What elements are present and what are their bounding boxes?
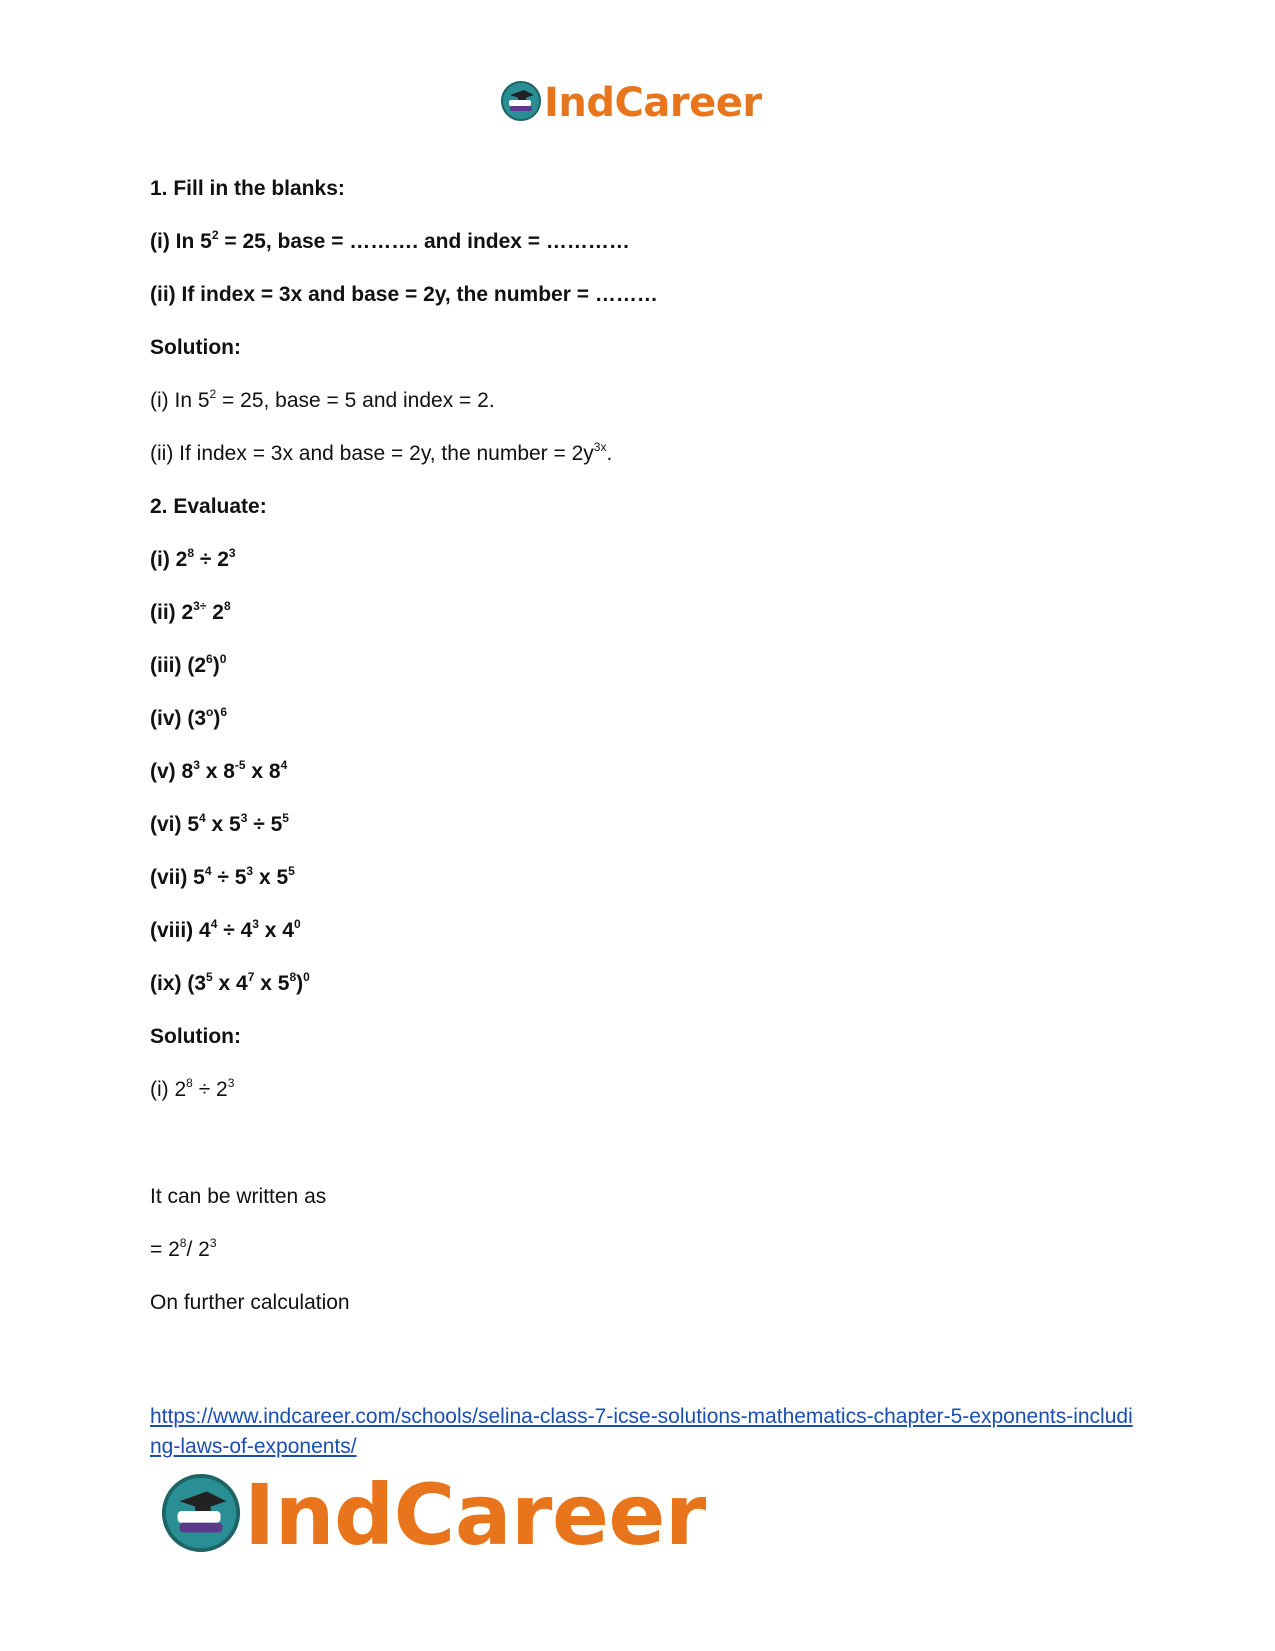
- q2-item-v: (v) $8^3$ x $8^{-5}$ x $8^4$: [150, 758, 288, 783]
- logo-text: IndCareer: [544, 80, 762, 126]
- footer-logo: [160, 1466, 706, 1564]
- q2-item-i: (i) $2^8 \div 2^3$: [150, 546, 236, 571]
- solution-2-item-i: (i) $2^8 \div 2^3$: [150, 1076, 235, 1101]
- header-logo: [500, 80, 762, 126]
- solution-1-heading: Solution:: [150, 336, 241, 359]
- logo-emblem-icon: [160, 1472, 242, 1559]
- written-as-text: It can be written as: [150, 1185, 327, 1208]
- q2-item-vii: (vii) $5^4 \div 5^3$ x $5^5$: [150, 864, 295, 889]
- further-calculation-text: On further calculation: [150, 1291, 350, 1314]
- logo-text: IndCareer: [244, 1466, 706, 1564]
- q2-item-viii: (viii) $4^4 \div 4^3$ x $4^0$: [150, 917, 301, 942]
- q2-item-iv: (iv) $(3^o)^6$: [150, 705, 228, 730]
- q2-title: 2. Evaluate:: [150, 495, 267, 518]
- source-link[interactable]: https://www.indcareer.com/schools/selina-class-7-icse-solutions-mathematics-chapter-5-exponents-including-laws-of-exponents/: [150, 1405, 1133, 1458]
- solution-1-item-ii: (ii) If index = 3x and base = 2y, the number = $2y^{3x}$.: [150, 440, 613, 465]
- fraction-expression: = $2^8/$ $2^3$: [150, 1236, 217, 1261]
- solution-2-heading: Solution:: [150, 1025, 241, 1048]
- q1-title: 1. Fill in the blanks:: [150, 177, 345, 200]
- q2-item-vi: (vi) $5^4$ x $5^3 \div 5^5$: [150, 811, 289, 836]
- q1-item-i: (i) In $5^2 = 25$, base = ………. and index = …………: [150, 228, 630, 253]
- solution-1-item-i: (i) In $5^2 = 25$, base = 5 and index = 2.: [150, 387, 495, 412]
- q2-item-ix: (ix) ($3^5$ x $4^7$ x $5^8)^0$: [150, 970, 310, 995]
- q2-item-iii: (iii) $(2^6)^0$: [150, 652, 227, 677]
- q2-item-ii: (ii) $2^{3\div}$ $2^8$: [150, 599, 231, 624]
- q1-item-ii: (ii) If index = 3x and base = 2y, the number = ………: [150, 283, 658, 306]
- logo-emblem-icon: [500, 80, 542, 127]
